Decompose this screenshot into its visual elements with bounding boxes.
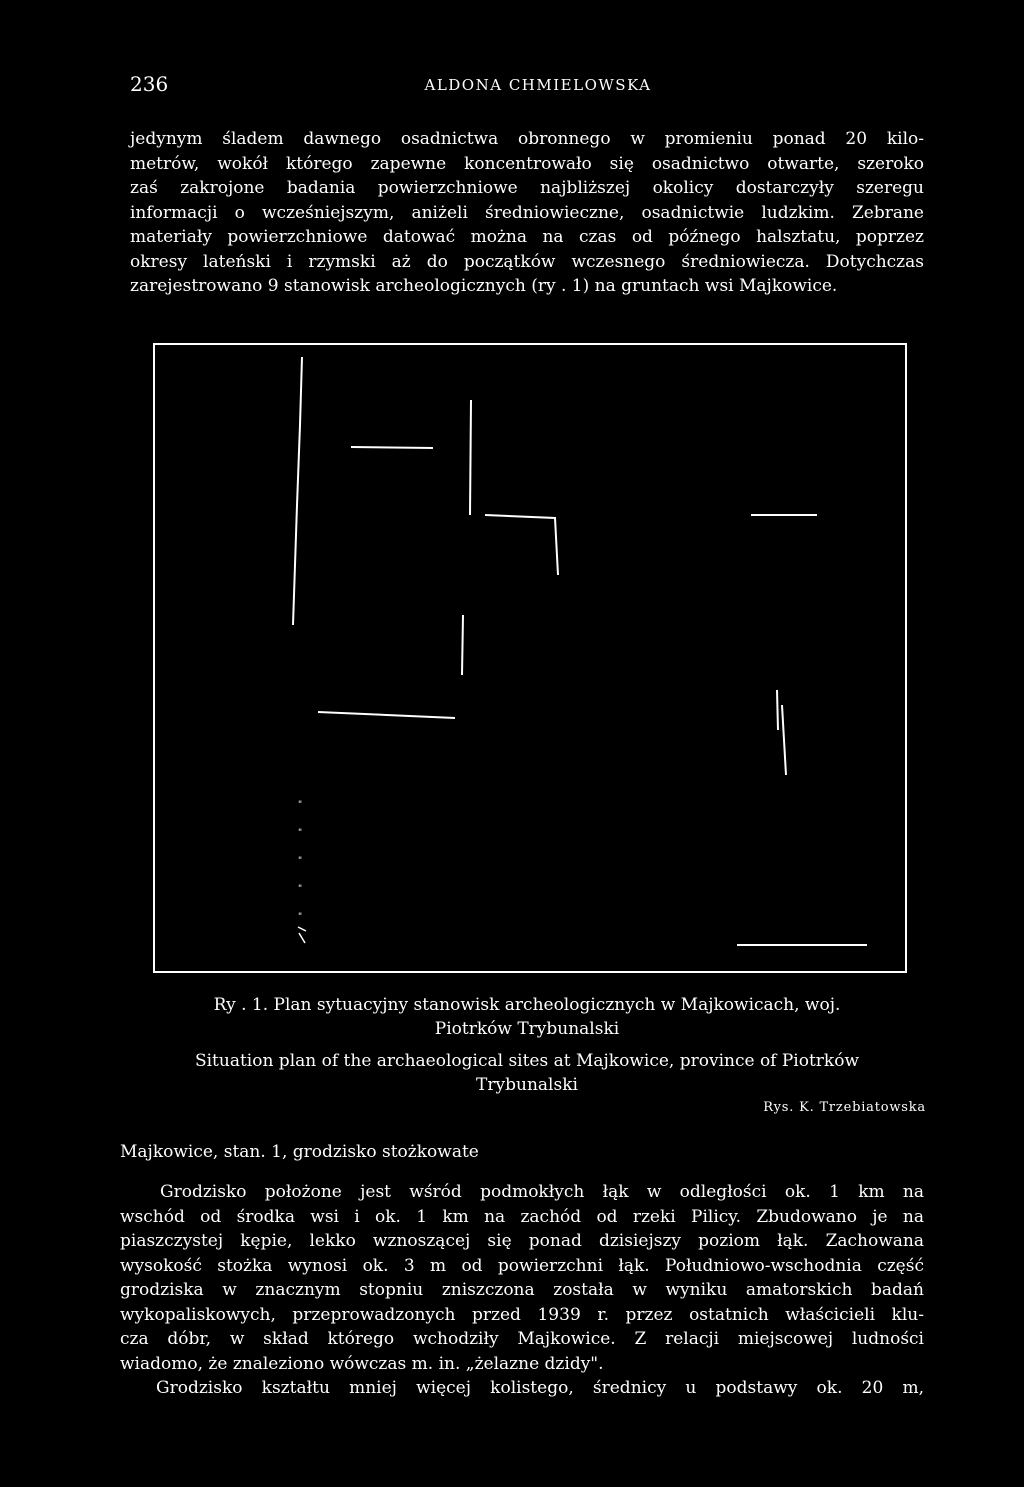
intro-line: informacji o wcześniejszym, aniżeli średniowieczne, osadnictwie ludzkim. Zebrane bbox=[130, 202, 924, 223]
plan-field-line bbox=[470, 400, 471, 515]
figure-caption-english bbox=[130, 1049, 924, 1097]
site-line: piaszczystej kępie, lekko wznoszącej się ponad dzisiejszy poziom łąk. Zachowana bbox=[120, 1231, 924, 1251]
site-plan-drawing bbox=[155, 345, 909, 975]
site-line: Grodzisko kształtu mniej więcej kolistego, średnicy u podstawy ok. 20 m, bbox=[156, 1378, 924, 1398]
plan-north-arrow bbox=[298, 927, 306, 943]
intro-line: zaś zakrojone badania powierzchniowe najbliższej okolicy dostarczyły szeregu bbox=[130, 178, 924, 198]
intro-line: jedynym śladem dawnego osadnictwa obronnego w promieniu ponad 20 kilo- bbox=[130, 129, 924, 149]
caption-en-line: Trybunalski bbox=[476, 1075, 578, 1095]
plan-field-line bbox=[462, 615, 463, 675]
site-line: Grodzisko położone jest wśród podmokłych łąk w odległości ok. 1 km na bbox=[160, 1182, 924, 1202]
intro-line: metrów, wokół którego zapewne koncentrowało się osadnictwo otwarte, szeroko bbox=[130, 153, 924, 174]
site-paragraph bbox=[120, 1180, 924, 1401]
plan-field-line bbox=[318, 712, 455, 718]
intro-line: materiały powierzchniowe datować można na czas od późnego halsztatu, poprzez bbox=[130, 227, 924, 247]
plan-marsh-mark: " bbox=[298, 912, 303, 922]
site-line: cza dóbr, w skład którego wchodziły Majkowice. Z relacji miejscowej ludności bbox=[120, 1329, 924, 1349]
plan-river-line bbox=[777, 690, 786, 775]
page-number: 236 bbox=[130, 72, 169, 96]
intro-line: okresy lateński i rzymski aż do początków wczesnego średniowiecza. Dotychczas bbox=[130, 251, 924, 272]
figure-caption-polish bbox=[130, 993, 924, 1041]
plan-field-line bbox=[351, 447, 433, 448]
plan-road-line bbox=[293, 357, 302, 625]
intro-line: zarejestrowano 9 stanowisk archeologicznych (ry . 1) na gruntach wsi Majkowice. bbox=[130, 276, 838, 296]
figure-credit: Rys. K. Trzebiatowska bbox=[763, 1100, 926, 1115]
caption-en-line: Situation plan of the archaeological sites at Majkowice, province of Piotrków bbox=[194, 1051, 860, 1071]
site-line: wschód od środka wsi i ok. 1 km na zachód od rzeki Pilicy. Zbudowano je na bbox=[120, 1206, 924, 1227]
plan-field-line bbox=[485, 515, 558, 575]
caption-pl-line: Piotrków Trybunalski bbox=[434, 1019, 620, 1039]
site-line: wiadomo, że znaleziono wówczas m. in. „żelazne dzidy". bbox=[120, 1353, 604, 1374]
plan-marsh-mark: " bbox=[298, 828, 303, 838]
caption-pl-line: Ry . 1. Plan sytuacyjny stanowisk archeologicznych w Majkowicach, woj. bbox=[213, 995, 841, 1015]
site-line: wysokość stożka wynosi ok. 3 m od powierzchni łąk. Południowo-wschodnia część bbox=[120, 1255, 924, 1276]
running-head-author: ALDONA CHMIELOWSKA bbox=[424, 76, 652, 94]
site-line: wykopaliskowych, przeprowadzonych przed 1939 r. przez ostatnich właścicieli klu- bbox=[120, 1304, 924, 1325]
plan-marsh-mark: " bbox=[298, 884, 303, 894]
intro-paragraph bbox=[130, 127, 924, 299]
plan-marsh-mark: " bbox=[298, 856, 303, 866]
site-plan-figure bbox=[153, 343, 907, 973]
site-line: grodziska w znacznym stopniu zniszczona została w wyniku amatorskich badań bbox=[120, 1280, 924, 1300]
site-heading: Majkowice, stan. 1, grodzisko stożkowate bbox=[120, 1142, 479, 1162]
plan-marsh-mark: " bbox=[298, 800, 303, 810]
